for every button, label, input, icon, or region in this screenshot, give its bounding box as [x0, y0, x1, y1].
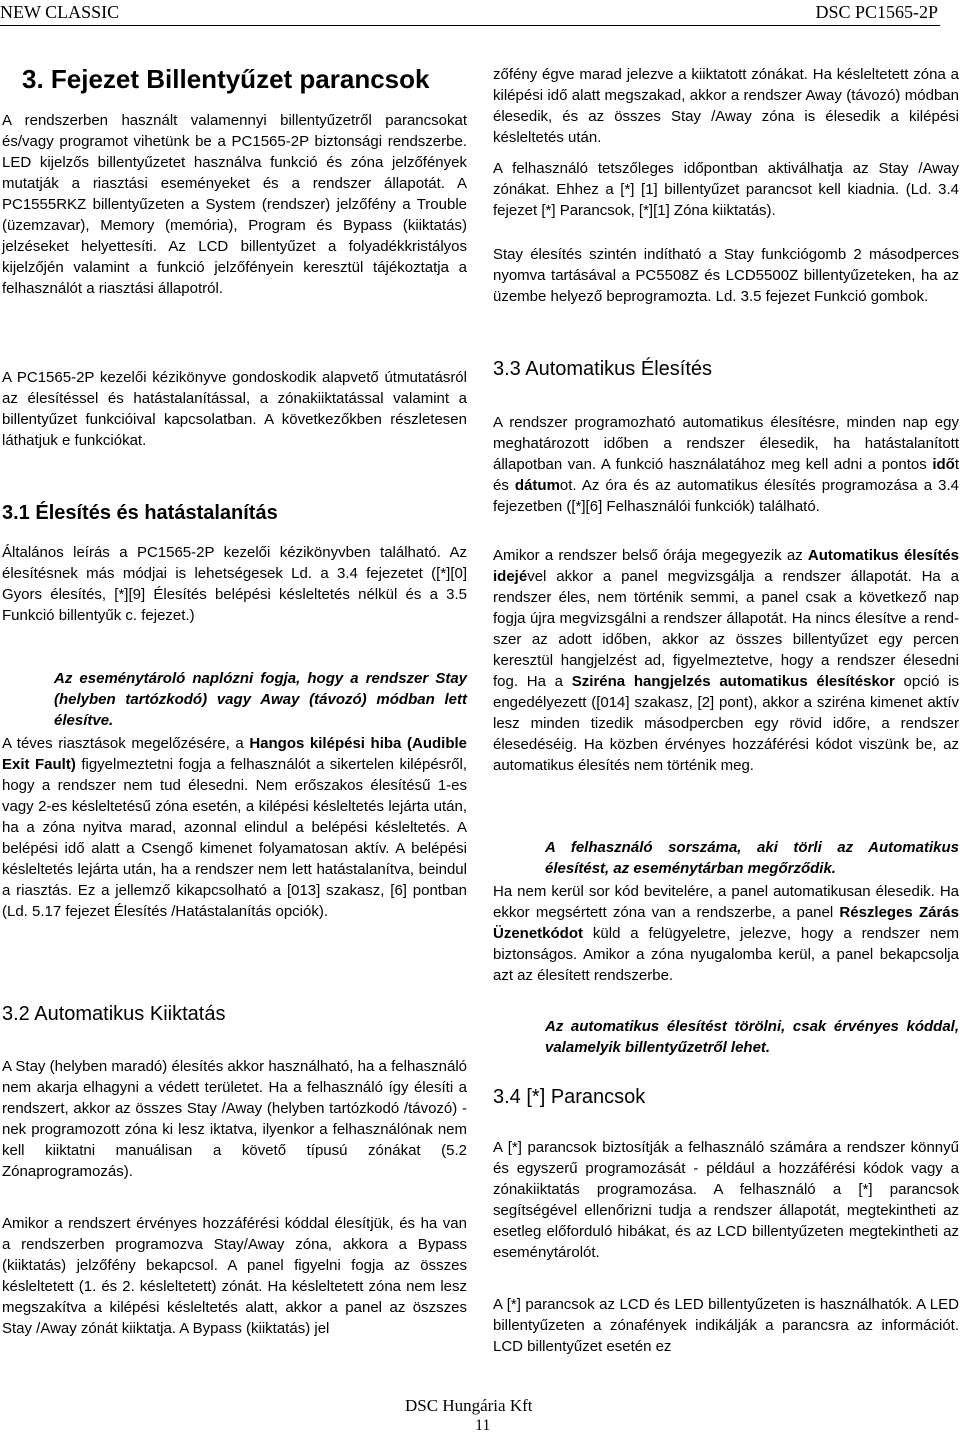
footer-company: DSC Hungária Kft	[405, 1396, 533, 1415]
audible-exit-fault: Hangos kilépési hiba (Audible Exit Fault)	[2, 735, 467, 773]
section-3-2-paragraph-2-cont: zőfény égve marad jelezve a kiiktatott zónákat. Ha késleltetett zóna a kilépési idő alatt megszakad, akkor a rendszer Away (távozó) módban élesedik, és az összes Stay /Away zóna is élesedik a kilépési késleltetés után.	[493, 66, 959, 146]
header-rule	[0, 25, 940, 26]
section-3-1-emphasis: Az eseménytároló naplózni fogja, hogy a rendszer Stay (helyben tartózkodó) vagy Away (távozó) módban lett élesítve.	[54, 670, 467, 729]
section-3-3-title: 3.3 Automatikus Élesítés	[493, 358, 713, 380]
section-3-3-emphasis-2: Az automatikus élesítést törölni, csak érvényes kóddal, valamelyik billentyűzetről lehet.	[545, 1018, 959, 1056]
s33-p2-a: Amikor a rendszer belső órája megegyezik az	[493, 547, 808, 564]
header-left: NEW CLASSIC	[0, 2, 120, 22]
s33-ido: idő	[932, 456, 955, 473]
section-3-4-title: 3.4 [*] Parancsok	[493, 1086, 646, 1108]
chapter-title: 3. Fejezet Billentyűzet parancsok	[22, 64, 430, 94]
s31-p2-c: figyelmeztetni fogja a felhasználót a sikertelen kilépésről, hogy a rendszer nem tud élesedni. Nem erőszakos élesítésű 1-es vagy 2-es késleltetésű zóna esetén, a kilépési késleltetés lejárta után, ha a zóna nyitva marad, azonnal elindul a belépési késleltetés. A belépési idő alatt a Csengő kimenet folyamatosan aktív. A belépési késleltetés lejárta után, ha a rendszer nem lett hatástalanítva, beindul a riasztás. Ez a jellemző kikapcsolható a [013] szakasz, [6] pontban (Ld. 5.17 fejezet Élesítés /Hatástalanítás opciók).	[2, 756, 467, 920]
section-3-3-paragraph	[493, 412, 959, 517]
s33-p1-c: t és	[493, 456, 959, 494]
section-3-1-paragraph-2	[2, 733, 467, 922]
s33-p1-e: ot. Az óra és az automatikus élesítés programozása a 3.4 fejezetben ([*][6] Felhasználói funkciók) található.	[493, 477, 959, 515]
section-3-4-paragraph-2: A [*] parancsok az LCD és LED billentyűzeten is használhatók. A LED billentyűzeten a zónafények indikálják a parancsra az információt. LCD billentyűzet esetén ez	[493, 1296, 959, 1355]
s33-p3-c: küld a felügyeletre, jelezve, hogy a rendszer nem biztonságos. Amikor a zóna nyugalomba kerül, a panel bekapcsolja azt az élesített rendszerbe.	[493, 925, 959, 984]
s33-auto-arm-time: Automatikus élesítés idejé	[493, 547, 959, 585]
section-3-2-title: 3.2 Automatikus Kiiktatás	[2, 1003, 226, 1025]
page-number: 11	[475, 1417, 491, 1434]
section-3-1-paragraph: Általános leírás a PC1565-2P kezelői kézikönyvben található. Az élesítésnek más módjai is lehetségesek Ld. a 3.4 fejezetet ([*][0] Gyors élesítés, [*][9] Élesítés belépési késleltetés nélkül és a 3.5 Funkció billentyűk c. fejezet.)	[2, 544, 467, 624]
intro-paragraph-2: A PC1565-2P kezelői kézikönyve gondoskodik alapvető útmutatásról az élesítéssel és hatástalanítással, a zónakiiktatással valamint a billentyűzet funkcióival kapcsolatban. A következőkben részletesen láthatjuk e funkciókat.	[2, 369, 467, 449]
section-3-3-paragraph-3	[493, 881, 959, 986]
s33-datum: dátum	[514, 477, 560, 494]
section-3-4-paragraph: A [*] parancsok biztosítják a felhasználó számára a rendszer könnyű és egyszerű programozását - például a hozzáférési kódok vagy a zónakiiktatás programozása. A felhasználó a [*] parancsok segítségével ellenőrizni tudja a rendszer állapotát, megtekintheti az esetleg előforduló hibákat, és az LCD billentyűzeten megtekintheti az eseménytárolót.	[493, 1139, 959, 1261]
s33-p2-e: opció is engedélyezett ([014] szakasz, [2] pont), akkor a sziréna kimenet aktív lesz minden tizedik másodpercben egy rövid időre, a rendszer élesedéséig. Ha közben érvényes hozzáférési kódot viszünk be, az automatikus élesítés nem történik meg.	[493, 673, 959, 774]
section-3-1-title: 3.1 Élesítés és hatástalanítás	[2, 502, 278, 524]
s33-siren-option: Sziréna hangjelzés automatikus élesítéskor	[571, 673, 895, 690]
section-3-2-paragraph-2: Amikor a rendszert érvényes hozzáférési kóddal élesítjük, és ha van a rendszerben programozva Stay/Away zóna, akkora a Bypass (kiiktatás) jelzőfény bekapcsol. A panel figyelni fogja az összes késleltetett (1. és 2. késleltetett) zónát. Ha késleltetett zóna nem lesz megszakítva a kilépési késleltetés alatt, akkor a panel az öszszes Stay /Away zónát kiiktatja. A Bypass (kiiktatás) jel	[2, 1215, 467, 1337]
header-right: DSC PC1565-2P	[815, 2, 938, 22]
section-3-3-paragraph-2	[493, 545, 959, 776]
intro-paragraph: A rendszerben használt valamennyi billentyűzetről parancsokat és/vagy programot vihetünk be a PC1565-2P biztonsági rendszerbe. LED kijelzős billentyűzetet használva funkció és zóna jelzőfények mutatják a riasztási eseményeket és a rendszer állapotát. A PC1555RKZ billentyűzeten a System (rendszer) jelzőfény a Trouble (üzemzavar), Memory (memória), Program és Bypass (kiiktatás) jelzéseket helyettesíti. Az LCD billentyűzet a folyadékkristályos kijelzőjén valamint a funkció jelzőfényein keresztül tájékoztatja a felhasználót a riasztási állapotról.	[2, 112, 467, 297]
section-3-3-emphasis: A felhasználó sorszáma, aki törli az Automatikus élesítést, az eseménytárban megőrződik.	[545, 839, 959, 877]
s33-p1-a: A rendszer programozható automatikus élesítésre, minden nap egy meghatározott időben a rendszer élesedik, ha hatástalanított állapotban van. A funkció használatához meg kell adni a pontos	[493, 414, 959, 473]
s33-p3-a: Ha nem kerül sor kód bevitelére, a panel automatikusan élesedik. Ha ekkor megsértett zóna van a rendszerbe, a panel	[493, 883, 959, 921]
s33-p2-c: vel akkor a panel megvizsgálja a rendszer állapotát. Ha a rendszer éles, nem történik semmi, a panel csak a következő nap fogja újra megvizsgálni a rendszer állapotát. Ha nincs élesítve a rendszer az adott időben, akkor az összes billentyűzet egy percen keresztül hangjelzést ad, figyelmeztetve, hogy a rendszer élesedni fog. Ha a	[493, 568, 959, 690]
section-3-2-paragraph-4: Stay élesítés szintén indítható a Stay funkciógomb 2 másodperces nyomva tartásával a PC5508Z és LCD5500Z billentyűzeteken, ha az üzembe helyező beprogramozta. Ld. 3.5 fejezet Funkció gombok.	[493, 246, 959, 305]
section-3-2-paragraph: A Stay (helyben maradó) élesítés akkor használható, ha a felhasználó nem akarja elhagyni a védett területet. Ha a felhasználó így élesíti a rendszert, akkor az összes Stay /Away (helyben tartózkodó /távozó) -nek programozott zóna ki lesz iktatva, ilyenkor a felhasználónak nem kell kiiktatni manuálisan a követő típusú zónákat (5.2 Zónaprogramozás).	[2, 1058, 467, 1180]
s31-p2-a: A téves riasztások megelőzésére, a	[2, 735, 250, 752]
s33-partial-closing: Részleges Zárás Üzenetkódot	[493, 904, 959, 942]
section-3-2-paragraph-3: A felhasználó tetszőleges időpontban aktiválhatja az Stay /Away zónákat. Ehhez a [*] [1] billentyűzet parancsot kell kiadnia. (Ld. 3.4 fejezet [*] Parancsok, [*][1] Zóna kiiktatás).	[493, 160, 959, 219]
